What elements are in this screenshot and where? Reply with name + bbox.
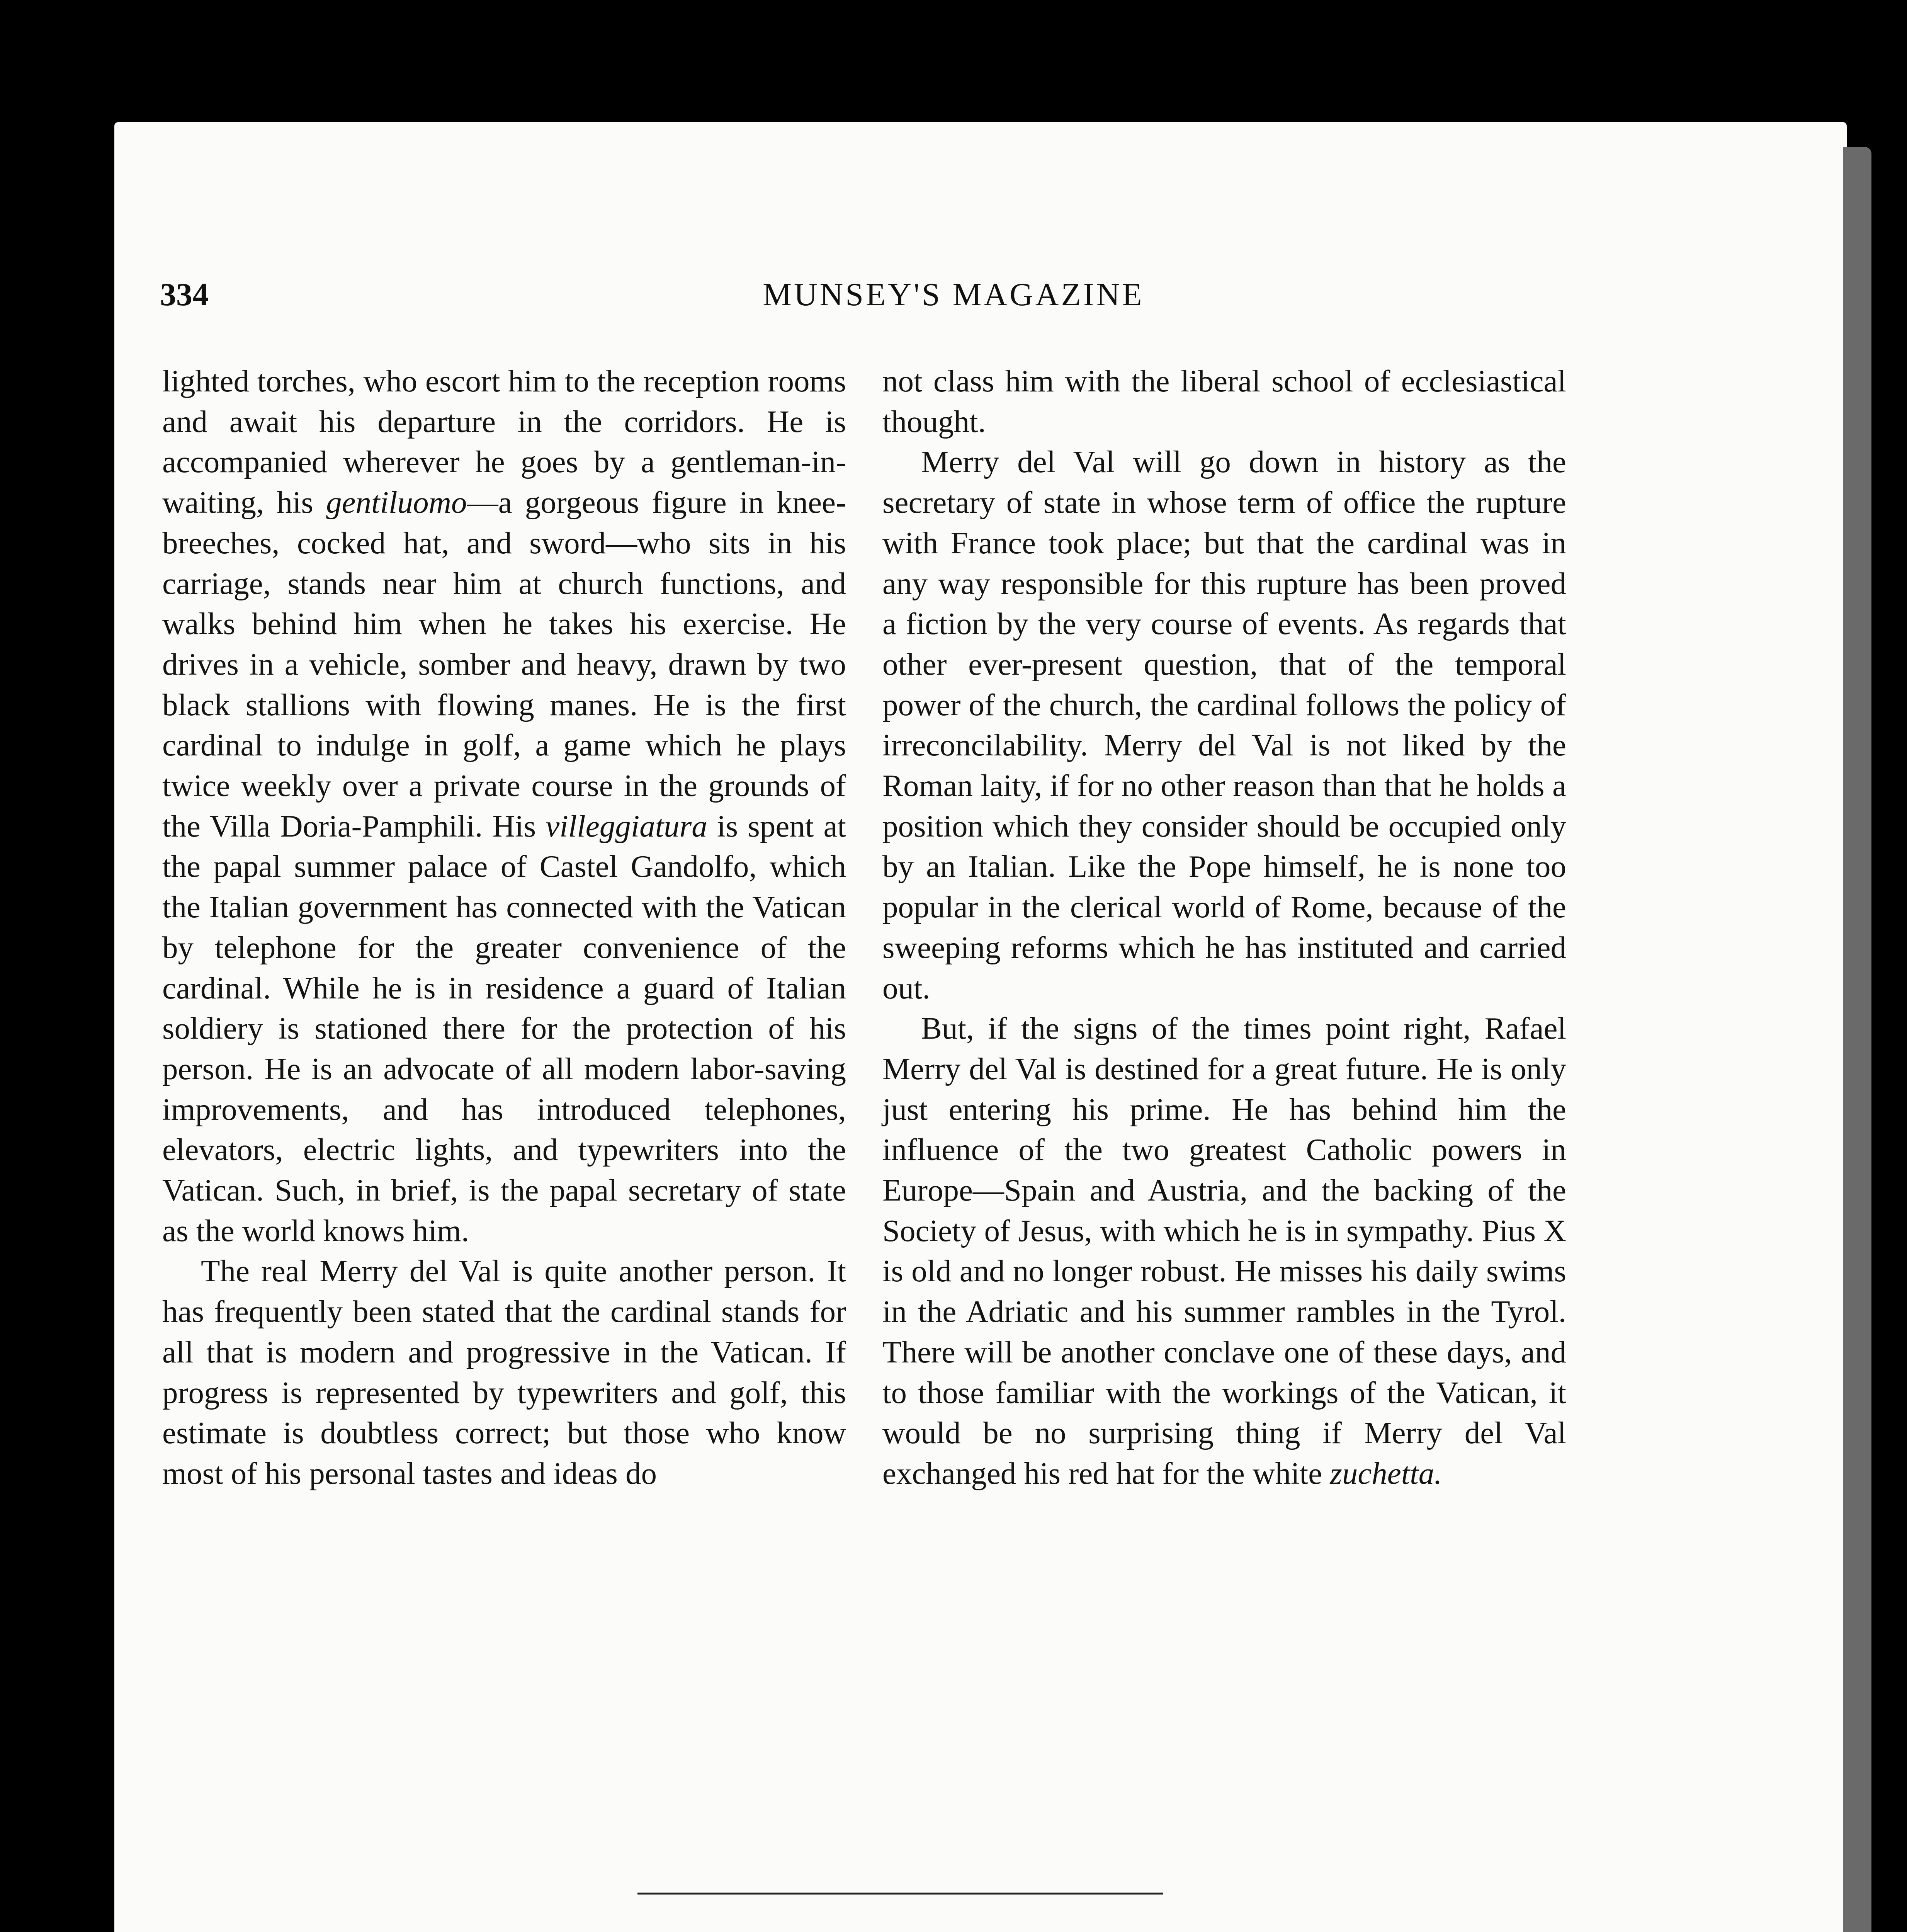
section-divider [637,1893,1163,1895]
page-edge [1843,147,1871,1932]
article-left-column [162,361,846,1494]
italic-term: gentiluomo [326,485,467,520]
page-number: 334 [160,277,209,313]
article-right-column [882,361,1566,1494]
article-paragraph: lighted torches, who escort him to the reception rooms and await his departure in the corridors. He is accompanied wherever he goes by a gentleman-in-waiting, his gentiluomo—a gorgeous figure in knee-breeches, cocked hat, and sword—who sits in his carriage, stands near him at church functions, and walks behind him when he takes his exercise. He drives in a vehicle, somber and heavy, drawn by two black stallions with flowing manes. He is the first cardinal to indulge in golf, a game which he plays twice weekly over a private course in the grounds of the Villa Doria-Pamphili. His villeggiatura is spent at the papal summer palace of Castel Gandolfo, which the Italian government has connected with the Vatican by telephone for the greater convenience of the cardinal. While he is in residence a guard of Italian soldiery is stationed there for the protection of his person. He is an advocate of all modern labor-saving improvements, and has introduced telephones, elevators, electric lights, and typewriters into the Vatican. Such, in brief, is the papal secretary of state as the world knows him. [162,364,846,1248]
magazine-title: MUNSEY'S MAGAZINE [763,277,1144,313]
italic-term: zuchetta. [1330,1456,1442,1491]
article-paragraph: not class him with the liberal school of ecclesiastical thought. [882,364,1566,439]
article-paragraph: Merry del Val will go down in history as the secretary of state in whose term of office the rupture with France took place; but that the cardinal was in any way responsible for this rupture has been proved a fiction by the very course of events. As regards that other ever-present question, that of the temporal power of the church, the cardinal follows the policy of irreconcilability. Merry del Val is not liked by the Roman laity, if for no other reason than that he holds a position which they consider should be occupied only by an Italian. Like the Pope himself, he is none too popular in the clerical world of Rome, because of the sweeping reforms which he has instituted and carried out. [882,444,1566,1005]
article-paragraph: But, if the signs of the times point right, Rafael Merry del Val is destined for a great future. He is only just entering his prime. He has behind him the influence of the two greatest Catholic powers in Europe—Spain and Austria, and the backing of the Society of Jesus, with which he is in sympathy. Pius X is old and no longer robust. He misses his daily swims in the Adriatic and his summer rambles in the Tyrol. There will be another conclave one of these days, and to those familiar with the workings of the Vatican, it would be no surprising thing if Merry del Val exchanged his red hat for the white zuchetta. [882,1011,1566,1491]
italic-term: villeggiatura [546,808,707,844]
running-header [0,276,1907,318]
article-paragraph: The real Merry del Val is quite another person. It has frequently been stated that the cardinal stands for all that is modern and progressive in the Vatican. If progress is represented by typewriters and golf, this estimate is doubtless correct; but those who know most of his personal tastes and ideas do [162,1253,846,1491]
